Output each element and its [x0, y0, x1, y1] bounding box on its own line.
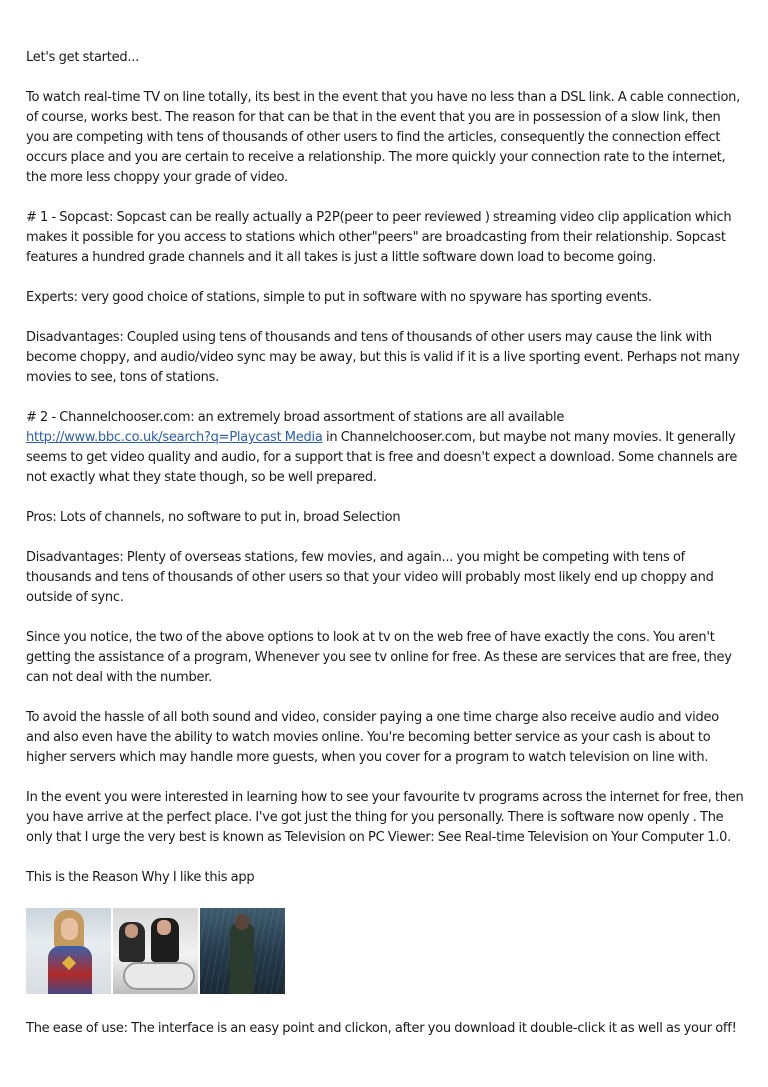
- paragraph-connection: To watch real-time TV on line totally, its best in the event that you have no less than a DSL link. A cable connection, of course, works best. The reason for that can be that in the event that you are in possession of a slow link, then you are competing with tens of thousands of other users to find the articles, consequently the connection effect occurs place and you are certain to receive a relationship. The more quickly your connection rate to the internet, the more less choppy your grade of video.: [26, 90, 741, 185]
- paragraph-pros: Pros: Lots of channels, no software to put in, broad Selection: [26, 510, 401, 525]
- movie-rain-image: [200, 908, 285, 994]
- paragraph-disadvantages-2: Disadvantages: Plenty of overseas stations, few movies, and again... you might be competing with tens of thousands and tens of thousands of other users so that your video will probably most likely end up choppy and outside of sync.: [26, 550, 714, 605]
- channelchooser-text-before: # 2 - Channelchooser.com: an extremely broad assortment of stations are all available: [26, 410, 565, 425]
- movie-image-strip: [26, 908, 746, 994]
- paragraph-disadvantages-1: Disadvantages: Coupled using tens of thousands and tens of thousands of other users may cause the link with become choppy, and audio/video sync may be away, but this is valid if it is a live sporting event. Perhaps not many movies to see, tons of stations.: [26, 330, 740, 385]
- paragraph-sopcast: # 1 - Sopcast: Sopcast can be really actually a P2P(peer to peer reviewed ) streaming video clip application which makes it possible for you access to stations which other"peers" are broadcasting from their relationship. Sopcast features a hundred grade channels and it all takes is just a little software down load to become going.: [26, 210, 732, 265]
- paragraph-avoid-hassle: To avoid the hassle of all both sound and video, consider paying a one time charge also receive audio and video and also even have the ability to watch movies online. You're becoming better service as your cash is about to higher servers which may handle more guests, when you cover for a program to watch television on line with.: [26, 710, 719, 765]
- paragraph-interested: In the event you were interested in learning how to see your favourite tv programs across the internet for free, then you have arrive at the perfect place. I've got just the thing for you personally. There is software now openly . The only that I urge the very best is known as Television on PC Viewer: See Real-time Television on Your Computer 1.0.: [26, 790, 744, 845]
- paragraph-channelchooser: [26, 408, 746, 488]
- paragraph-intro: Let's get started...: [26, 50, 139, 65]
- paragraph-ease-of-use: The ease of use: The interface is an easy point and clickon, after you download it double-click it as well as your off!: [26, 1021, 737, 1036]
- channelchooser-text-after: in Channelchooser.com, but maybe not many movies. It generally seems to get video quality and audio, for a support that is free and doesn't expect a download. Some channels are not exactly what they state though, so be well prepared.: [26, 430, 738, 485]
- paragraph-since-you-notice: Since you notice, the two of the above options to look at tv on the web free of have exactly the cons. You aren't getting the assistance of a program, Whenever you see tv online for free. As these are services that are free, they can not deal with the number.: [26, 630, 732, 685]
- playcast-media-link[interactable]: http://www.bbc.co.uk/search?q=Playcast Media: [26, 430, 323, 445]
- movie-poster-image: [26, 908, 111, 994]
- document-page: [26, 48, 746, 1059]
- paragraph-reason: This is the Reason Why I like this app: [26, 870, 255, 885]
- movie-still-image: [113, 908, 198, 994]
- paragraph-experts: Experts: very good choice of stations, simple to put in software with no spyware has sporting events.: [26, 290, 652, 305]
